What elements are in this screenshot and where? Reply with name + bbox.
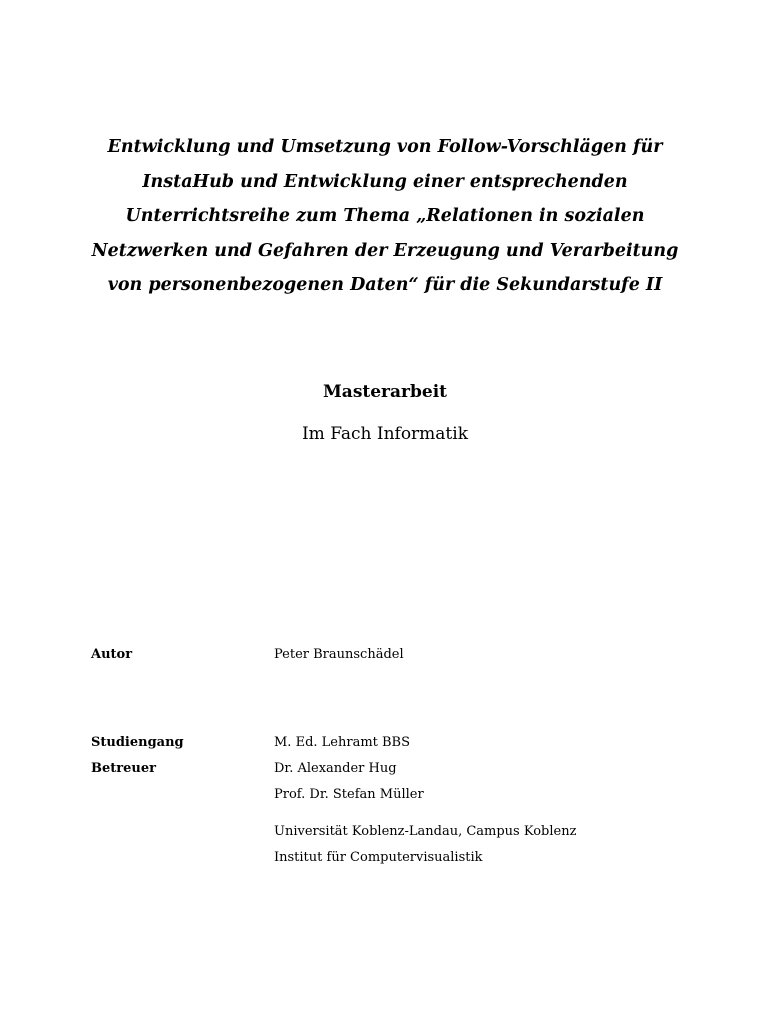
thesis-type: Masterarbeit — [322, 382, 447, 402]
author-label: Autor — [91, 647, 133, 662]
program-row — [91, 732, 691, 754]
thesis-type-block — [0, 378, 770, 448]
supervisor-row — [91, 758, 691, 780]
supervisor-label: Betreuer — [91, 761, 156, 776]
university-row — [91, 821, 691, 843]
title-line: Unterrichtsreihe zum Thema „Relationen in sozialen — [125, 206, 645, 226]
title-line: Netzwerken und Gefahren der Erzeugung und Verarbeitung — [91, 240, 679, 261]
institute-row — [91, 847, 691, 869]
institute-name: Institut für Computervisualistik — [274, 850, 483, 865]
program-label: Studiengang — [91, 735, 184, 750]
program-name: M. Ed. Lehramt BBS — [274, 735, 411, 750]
supervisor-row — [91, 784, 691, 806]
supervisor-name: Prof. Dr. Stefan Müller — [274, 787, 424, 802]
thesis-title — [60, 130, 710, 303]
title-line: von personenbezogenen Daten“ für die Sekundarstufe II — [107, 275, 663, 295]
thesis-subject: Im Fach Informatik — [301, 424, 469, 444]
author-name: Peter Braunschädel — [274, 647, 404, 662]
title-line: Entwicklung und Umsetzung von Follow-Vorschlägen für — [107, 137, 663, 157]
university-name: Universität Koblenz-Landau, Campus Koblenz — [274, 824, 577, 839]
author-row — [91, 644, 691, 666]
title-line: InstaHub und Entwicklung einer entsprechenden — [142, 171, 628, 192]
supervisor-name: Dr. Alexander Hug — [274, 761, 397, 776]
